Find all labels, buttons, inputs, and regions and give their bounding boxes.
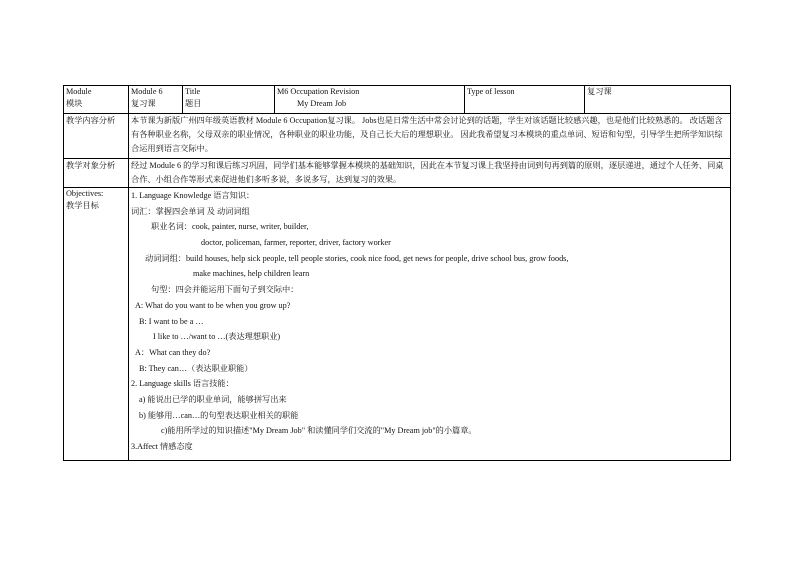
analysis-label: 教学内容分析 [66,116,116,125]
module-label-zh: 模块 [66,99,83,108]
analysis-row [64,114,731,159]
lesson-plan-table [63,85,731,461]
objective-line: I like to …/want to …(表达理想职业) [153,332,281,342]
learners-text: 经过 Module 6 的学习和课后练习巩固，同学们基本能够掌握本模块的基础知识，因此在本节复习课上我坚持由词到句再到篇的原则，逐层递进，通过个人任务、同桌合作、小组合作等形式来促进他们多听多说，多说多写，达到复习的效果。 [131,161,724,184]
objectives-label-cell [64,188,129,461]
objective-line: c)能用所学过的知识描述"My Dream Job" 和读懂同学们交流的"My Dream job"的小篇章。 [161,426,477,436]
objective-line: 词汇：掌握四会单词 及 动词词组 [131,206,250,216]
learners-row [64,159,731,188]
analysis-text-cell [129,114,731,159]
objectives-row [64,188,731,461]
objective-line: 3.Affect 情感态度 [131,442,193,451]
learners-text-cell [129,159,731,188]
objective-line: b) 能够用…can…的句型表达职业相关的职能 [139,410,299,420]
objective-line: 2. Language skills 语言技能： [131,379,234,389]
title-value-line1: M6 Occupation Revision [277,87,360,96]
objectives-label-en: Objectives: [66,189,104,198]
module-label-en: Module [66,87,92,96]
title-label-zh: 题目 [185,99,202,108]
analysis-text: 本节课为新版广州四年级英语教材 Module 6 Occupation复习课。 Jobs也是日常生活中常会讨论到的话题，学生对该话题比较感兴趣，也是他们比较熟悉的。 改话题含有各种职业名称，父母双亲的职业情况，各种职业的职业功能，及自己长大后的理想职业。 因此我希望复习本模块的重点单词、短语和句型，引导学生把所学知识综合运用到语言交际中。 [131,116,723,153]
objective-line: B: I want to be a … [139,316,204,326]
analysis-label-cell [64,114,129,159]
module-value-en: Module 6 [131,87,163,96]
module-value-zh: 复习课 [131,99,156,108]
learners-label-cell [64,159,129,188]
objective-line: make machines, help children learn [193,269,310,279]
objective-line: B: They can…（表达职业职能） [139,363,253,373]
objective-line: a) 能说出已学的职业单词，能够拼写出来 [139,394,287,404]
objective-line: 句型：四会并能运用下面句子到交际中： [151,285,299,295]
title-label-en: Title [185,87,201,96]
title-value-cell [275,86,465,114]
type-label: Type of lesson [467,87,515,96]
objectives-content-cell [129,188,731,461]
objective-line: 动词词组：build houses, help sick people, tell people stories, cook nice food, get news for people, drive school bus, grow foods, [145,253,569,263]
objective-line: doctor, policeman, farmer, reporter, driver, factory worker [201,238,391,248]
type-label-cell [465,86,585,114]
module-label-cell [64,86,129,114]
type-value-cell [585,86,731,114]
learners-label: 教学对象分析 [66,161,116,170]
objectives-label-zh: 教学目标 [66,201,99,210]
title-label-cell [183,86,275,114]
header-row [64,86,731,114]
objective-line: A：What can they do? [135,347,211,357]
type-value: 复习课 [587,87,612,96]
objective-line: 1. Language Knowledge 语言知识： [131,191,255,200]
module-value-cell [129,86,183,114]
objective-line: 职业名词：cook, painter, nurse, writer, builder, [151,222,309,232]
title-value-line2: My Dream Job [297,99,347,108]
objective-line: A: What do you want to be when you grow up? [135,300,291,310]
